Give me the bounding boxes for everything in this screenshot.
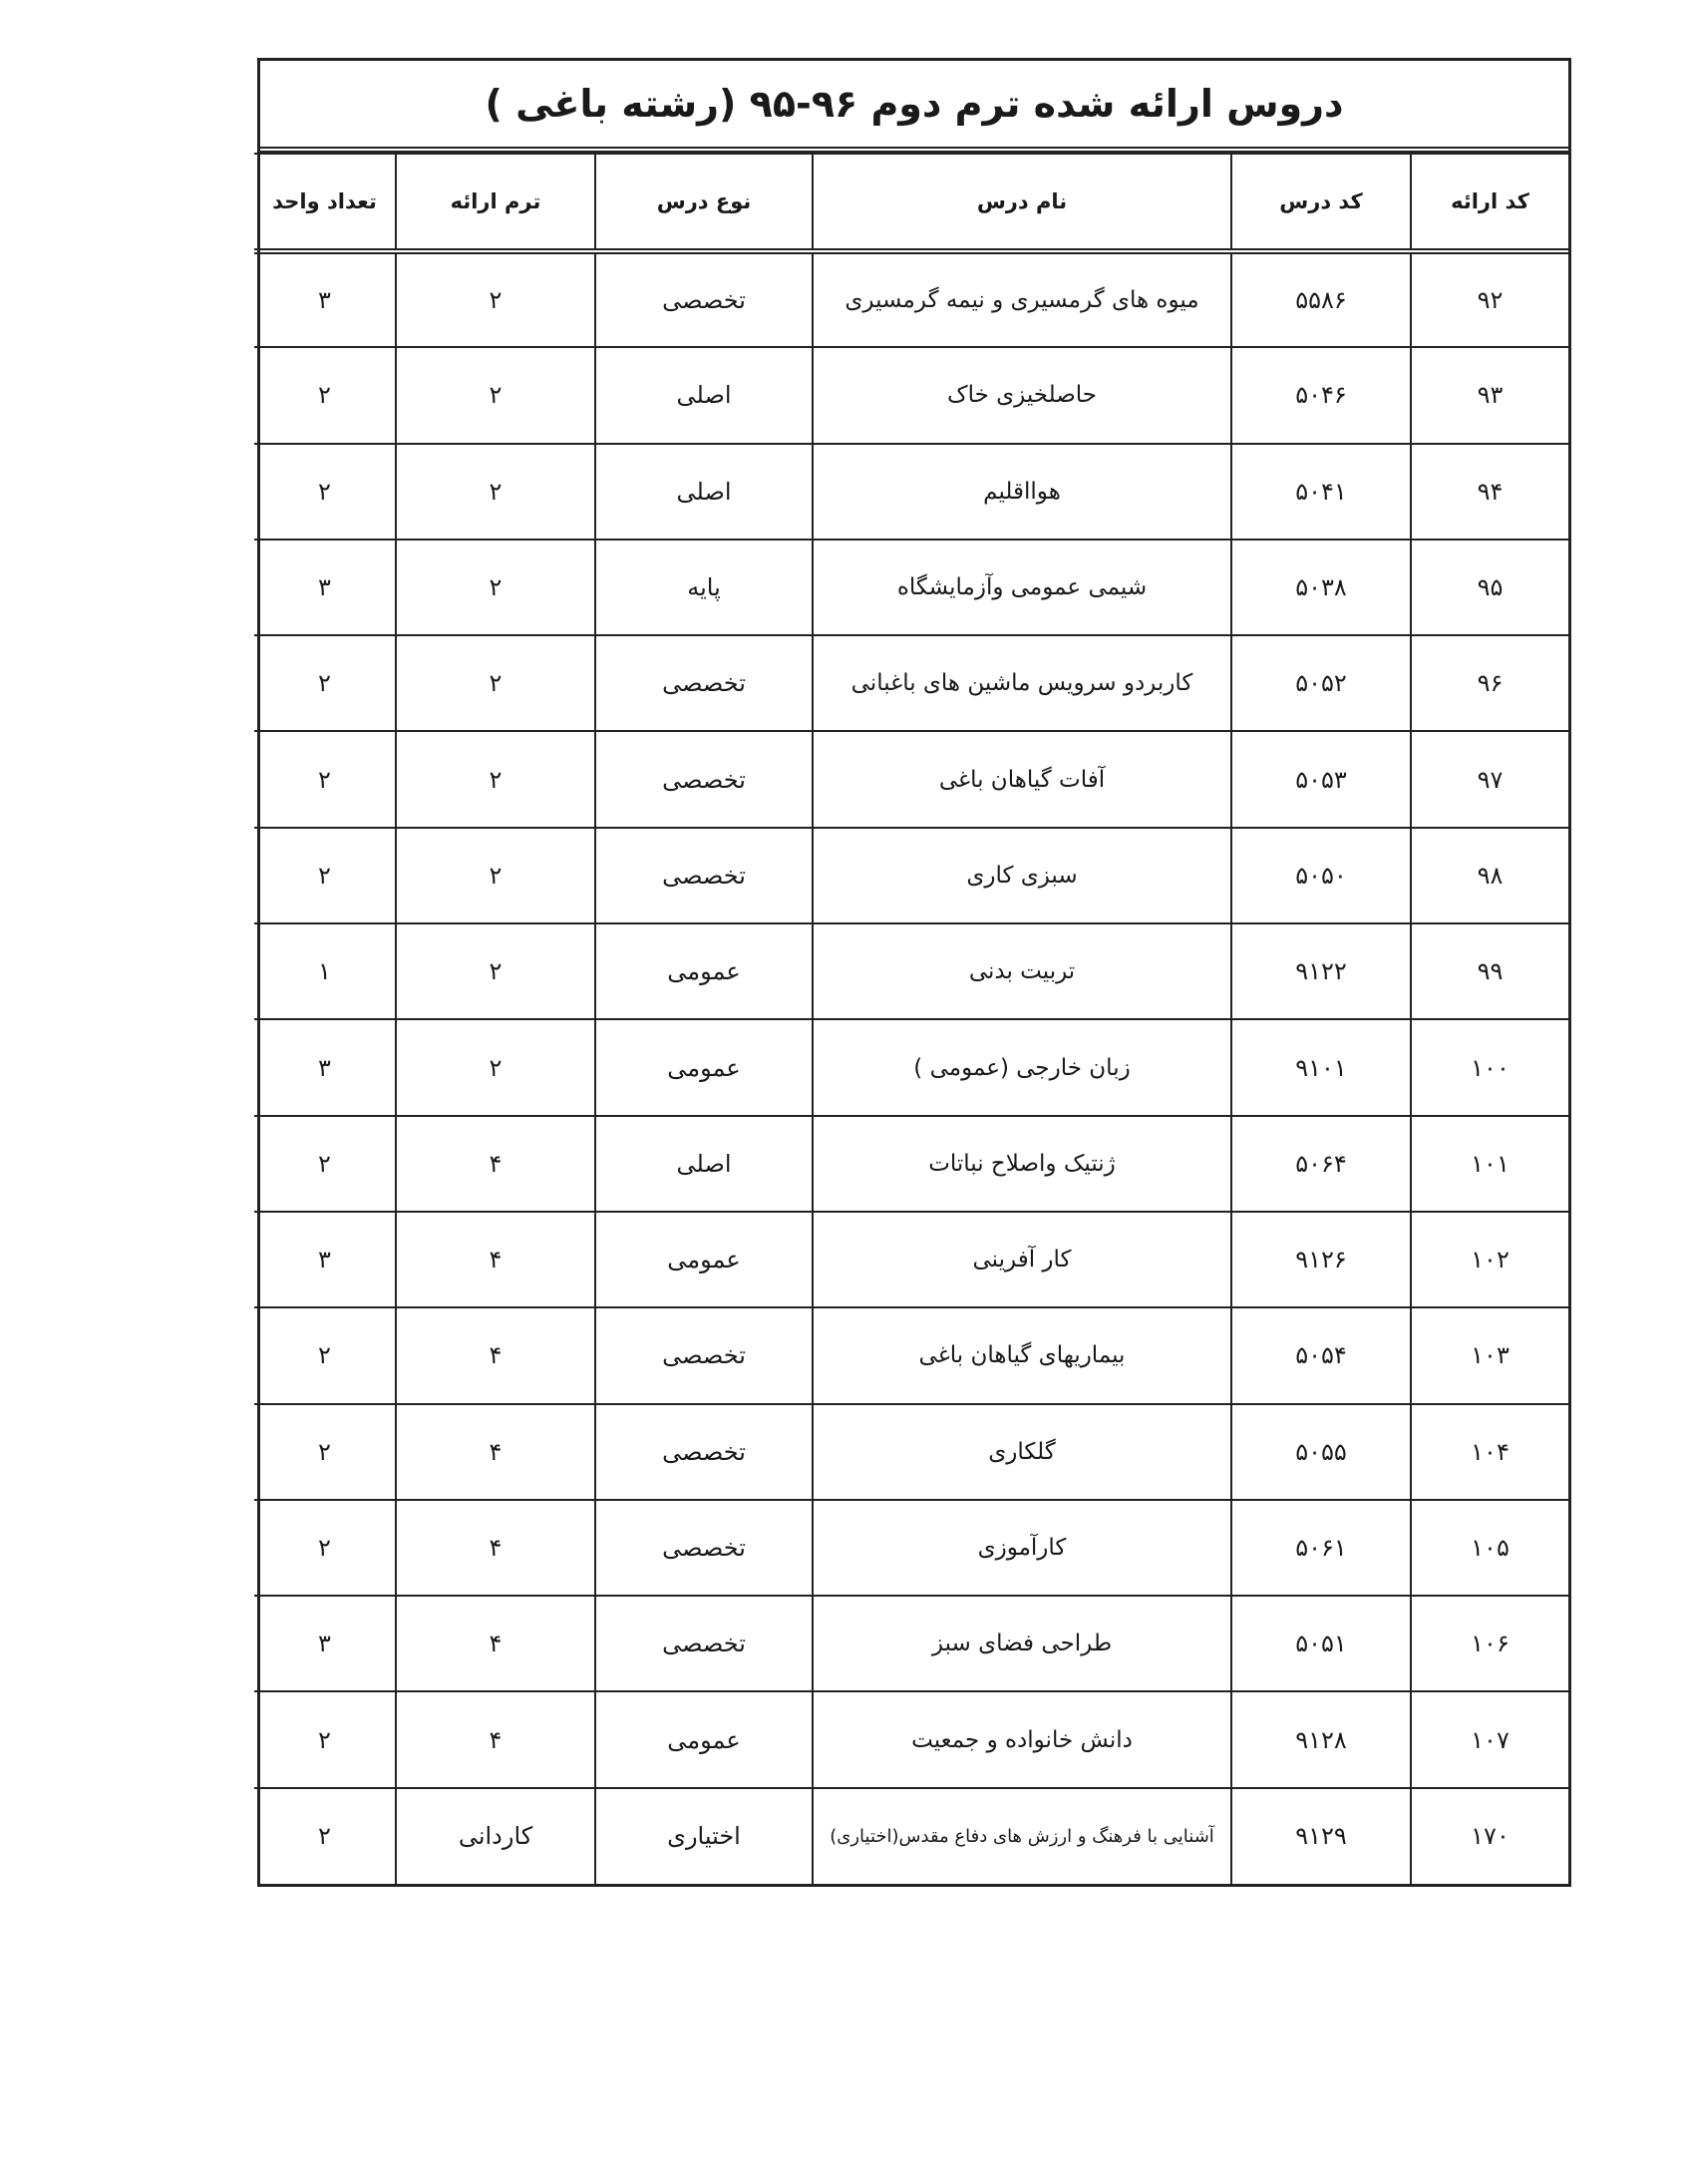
offer-code-cell: ۹۵: [1411, 540, 1568, 635]
offer-code-cell: ۹۶: [1411, 635, 1568, 731]
course-code-cell: ۵۰۳۸: [1231, 540, 1411, 635]
course-code-cell: ۵۰۶۱: [1231, 1500, 1411, 1596]
course-offering-sheet: [257, 58, 1571, 1887]
course-name-cell: بیماریهای گیاهان باغی: [813, 1307, 1231, 1403]
course-type-cell: اصلی: [595, 444, 813, 540]
offer-code-cell: ۱۰۶: [1411, 1596, 1568, 1691]
offer-term-cell: کاردانی: [396, 1788, 595, 1884]
course-type-cell: اصلی: [595, 1116, 813, 1212]
course-name-cell: کاربردو سرویس ماشین های باغبانی: [813, 635, 1231, 731]
units-cell: ۲: [254, 828, 396, 923]
table-body: [254, 251, 1568, 1884]
course-code-cell: ۵۰۴۱: [1231, 444, 1411, 540]
units-cell: ۳: [254, 1019, 396, 1115]
offer-term-cell: ۲: [396, 731, 595, 827]
course-type-cell: تخصصی: [595, 1404, 813, 1500]
units-cell: ۱: [254, 923, 396, 1019]
table-row: [254, 1116, 1568, 1212]
offer-code-cell: ۱۰۰: [1411, 1019, 1568, 1115]
offer-code-cell: ۹۴: [1411, 444, 1568, 540]
course-type-cell: عمومی: [595, 1691, 813, 1787]
units-cell: ۳: [254, 251, 396, 347]
course-code-cell: ۵۰۵۰: [1231, 828, 1411, 923]
course-code-cell: ۵۰۵۵: [1231, 1404, 1411, 1500]
course-code-cell: ۹۱۲۲: [1231, 923, 1411, 1019]
course-name-cell: دانش خانواده و جمعیت: [813, 1691, 1231, 1787]
offer-term-cell: ۴: [396, 1307, 595, 1403]
table-row: [254, 1212, 1568, 1307]
column-header-offer-term: ترم ارائه: [396, 154, 595, 251]
table-row: [254, 1788, 1568, 1884]
table-row: [254, 731, 1568, 827]
course-name-cell: میوه های گرمسیری و نیمه گرمسیری: [813, 251, 1231, 347]
course-type-cell: اصلی: [595, 347, 813, 443]
offer-term-cell: ۲: [396, 540, 595, 635]
course-code-cell: ۵۰۵۴: [1231, 1307, 1411, 1403]
table-row: [254, 1019, 1568, 1115]
title-bar: [260, 61, 1568, 153]
course-name-cell: هوااقلیم: [813, 444, 1231, 540]
units-cell: ۲: [254, 1404, 396, 1500]
course-table: [254, 153, 1568, 1884]
units-cell: ۲: [254, 347, 396, 443]
course-type-cell: پایه: [595, 540, 813, 635]
units-cell: ۲: [254, 1691, 396, 1787]
column-header-course-name: نام درس: [813, 154, 1231, 251]
offer-code-cell: ۱۰۴: [1411, 1404, 1568, 1500]
units-cell: ۲: [254, 444, 396, 540]
course-type-cell: تخصصی: [595, 1500, 813, 1596]
offer-code-cell: ۱۰۱: [1411, 1116, 1568, 1212]
offer-term-cell: ۲: [396, 923, 595, 1019]
table-row: [254, 1500, 1568, 1596]
course-type-cell: عمومی: [595, 1212, 813, 1307]
course-code-cell: ۵۰۵۱: [1231, 1596, 1411, 1691]
course-name-cell: سبزی کاری: [813, 828, 1231, 923]
table-row: [254, 828, 1568, 923]
course-code-cell: ۹۱۲۶: [1231, 1212, 1411, 1307]
offer-code-cell: ۹۲: [1411, 251, 1568, 347]
table-row: [254, 1307, 1568, 1403]
offer-term-cell: ۴: [396, 1691, 595, 1787]
column-header-units: تعداد واحد: [254, 154, 396, 251]
offer-code-cell: ۹۸: [1411, 828, 1568, 923]
course-name-cell: طراحی فضای سبز: [813, 1596, 1231, 1691]
offer-term-cell: ۴: [396, 1500, 595, 1596]
offer-code-cell: ۹۳: [1411, 347, 1568, 443]
course-type-cell: عمومی: [595, 1019, 813, 1115]
table-header: [254, 154, 1568, 251]
course-code-cell: ۹۱۰۱: [1231, 1019, 1411, 1115]
units-cell: ۲: [254, 1500, 396, 1596]
course-type-cell: تخصصی: [595, 731, 813, 827]
units-cell: ۲: [254, 635, 396, 731]
course-type-cell: تخصصی: [595, 251, 813, 347]
header-row: [254, 154, 1568, 251]
table-row: [254, 1596, 1568, 1691]
course-name-cell: گلکاری: [813, 1404, 1231, 1500]
offer-term-cell: ۴: [396, 1596, 595, 1691]
offer-term-cell: ۴: [396, 1404, 595, 1500]
course-code-cell: ۹۱۲۹: [1231, 1788, 1411, 1884]
table-row: [254, 540, 1568, 635]
course-name-cell: زبان خارجی (عمومی ): [813, 1019, 1231, 1115]
column-header-course-type: نوع درس: [595, 154, 813, 251]
table-row: [254, 635, 1568, 731]
table-row: [254, 347, 1568, 443]
course-name-cell: شیمی عمومی وآزمایشگاه: [813, 540, 1231, 635]
offer-term-cell: ۲: [396, 347, 595, 443]
course-name-cell: آفات گیاهان باغی: [813, 731, 1231, 827]
course-type-cell: اختیاری: [595, 1788, 813, 1884]
offer-term-cell: ۲: [396, 1019, 595, 1115]
column-header-course-code: کد درس: [1231, 154, 1411, 251]
offer-code-cell: ۱۷۰: [1411, 1788, 1568, 1884]
course-code-cell: ۵۰۶۴: [1231, 1116, 1411, 1212]
course-type-cell: تخصصی: [595, 1307, 813, 1403]
table-row: [254, 444, 1568, 540]
course-type-cell: تخصصی: [595, 1596, 813, 1691]
offer-code-cell: ۹۷: [1411, 731, 1568, 827]
table-row: [254, 923, 1568, 1019]
course-name-cell: تربیت بدنی: [813, 923, 1231, 1019]
course-name-cell: کارآموزی: [813, 1500, 1231, 1596]
course-code-cell: ۵۰۵۳: [1231, 731, 1411, 827]
offer-code-cell: ۱۰۷: [1411, 1691, 1568, 1787]
course-code-cell: ۵۰۵۲: [1231, 635, 1411, 731]
offer-code-cell: ۱۰۵: [1411, 1500, 1568, 1596]
course-name-cell: کار آفرینی: [813, 1212, 1231, 1307]
course-name-cell: حاصلخیزی خاک: [813, 347, 1231, 443]
table-row: [254, 251, 1568, 347]
units-cell: ۲: [254, 731, 396, 827]
offer-term-cell: ۲: [396, 635, 595, 731]
offer-term-cell: ۲: [396, 251, 595, 347]
column-header-offer-code: کد ارائه: [1411, 154, 1568, 251]
offer-code-cell: ۹۹: [1411, 923, 1568, 1019]
offer-code-cell: ۱۰۲: [1411, 1212, 1568, 1307]
course-name-cell: ژنتیک واصلاح نباتات: [813, 1116, 1231, 1212]
units-cell: ۳: [254, 1212, 396, 1307]
offer-code-cell: ۱۰۳: [1411, 1307, 1568, 1403]
units-cell: ۳: [254, 1596, 396, 1691]
course-type-cell: تخصصی: [595, 828, 813, 923]
units-cell: ۲: [254, 1307, 396, 1403]
table-row: [254, 1691, 1568, 1787]
course-code-cell: ۵۰۴۶: [1231, 347, 1411, 443]
course-code-cell: ۹۱۲۸: [1231, 1691, 1411, 1787]
units-cell: ۲: [254, 1116, 396, 1212]
page-title: دروس ارائه شده ترم دوم ۹۶-۹۵ (رشته باغی ): [485, 82, 1344, 126]
offer-term-cell: ۲: [396, 828, 595, 923]
course-type-cell: تخصصی: [595, 635, 813, 731]
offer-term-cell: ۴: [396, 1212, 595, 1307]
table-row: [254, 1404, 1568, 1500]
units-cell: ۲: [254, 1788, 396, 1884]
offer-term-cell: ۲: [396, 444, 595, 540]
units-cell: ۳: [254, 540, 396, 635]
course-code-cell: ۵۵۸۶: [1231, 251, 1411, 347]
course-name-cell: آشنایی با فرهنگ و ارزش های دفاع مقدس(اختیاری): [813, 1788, 1231, 1884]
offer-term-cell: ۴: [396, 1116, 595, 1212]
course-type-cell: عمومی: [595, 923, 813, 1019]
